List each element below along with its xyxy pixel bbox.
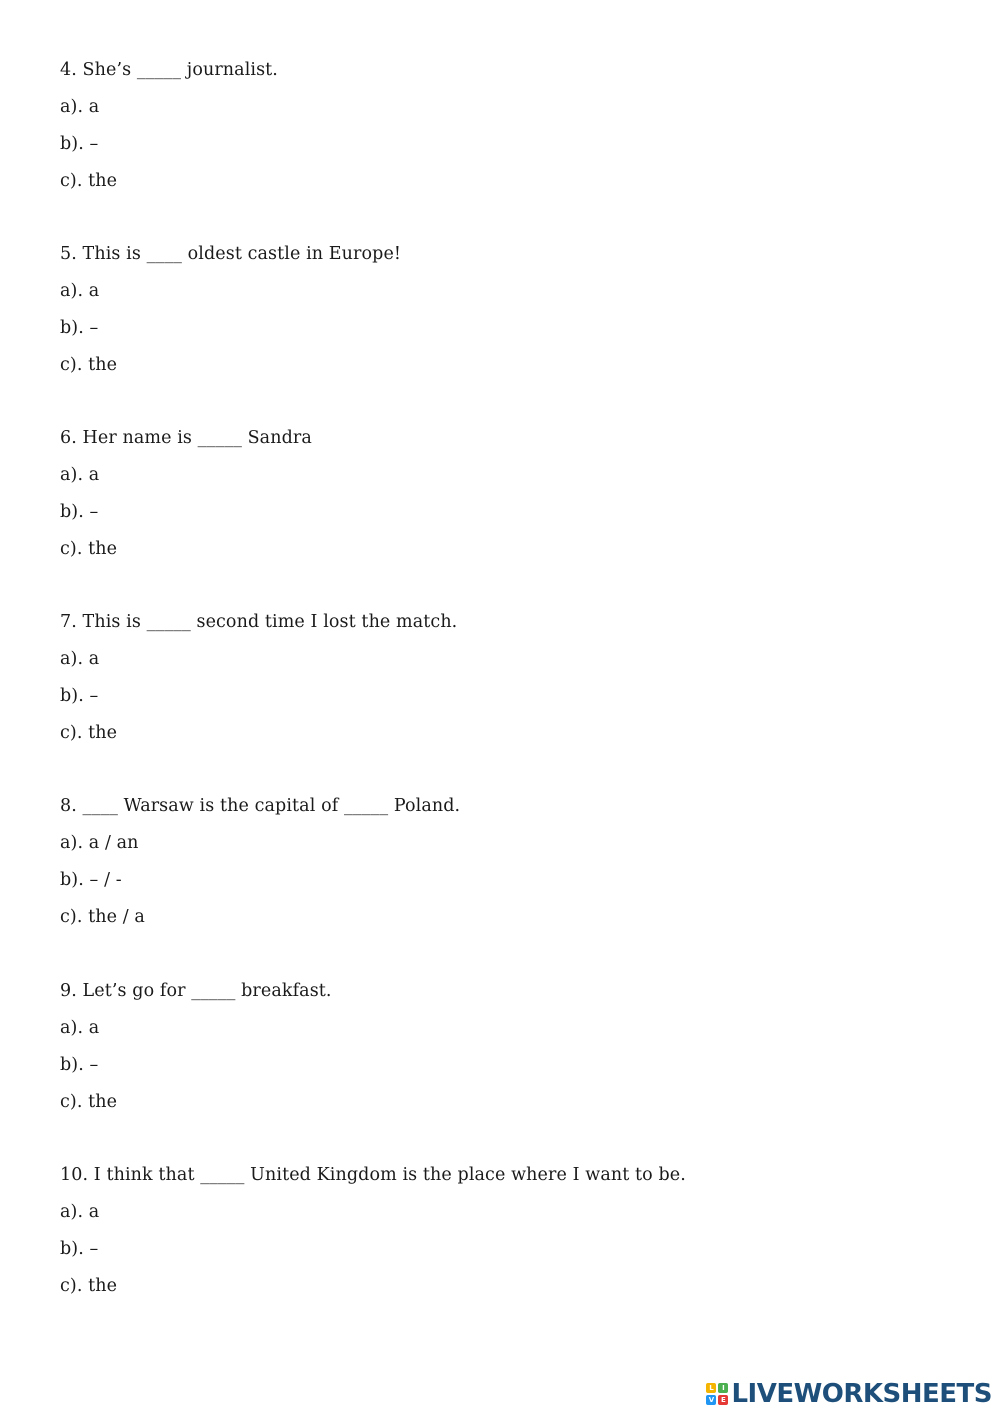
question-10 [60, 1157, 940, 1305]
question-4 [60, 52, 940, 200]
question-6 [60, 420, 940, 568]
option-a[interactable]: a). a [60, 97, 100, 117]
question-prompt: 6. Her name is _____ Sandra [60, 428, 312, 448]
logo-letter: I [718, 1383, 728, 1393]
question-8 [60, 788, 940, 936]
logo-letter: V [706, 1395, 716, 1405]
option-c[interactable]: c). the [60, 1092, 118, 1112]
option-b[interactable]: b). – [60, 318, 99, 338]
option-a[interactable]: a). a [60, 649, 100, 669]
option-c[interactable]: c). the [60, 1276, 118, 1296]
option-c[interactable]: c). the / a [60, 907, 145, 927]
option-a[interactable]: a). a [60, 1202, 100, 1222]
question-prompt: 5. This is ____ oldest castle in Europe! [60, 244, 402, 264]
option-a[interactable]: a). a [60, 1018, 100, 1038]
question-9 [60, 973, 940, 1121]
option-b[interactable]: b). – / - [60, 870, 122, 890]
option-b[interactable]: b). – [60, 502, 99, 522]
option-b[interactable]: b). – [60, 1239, 99, 1259]
question-prompt: 4. She’s _____ journalist. [60, 60, 278, 80]
option-c[interactable]: c). the [60, 171, 118, 191]
question-prompt: 10. I think that _____ United Kingdom is the place where I want to be. [60, 1165, 686, 1185]
option-c[interactable]: c). the [60, 723, 118, 743]
option-c[interactable]: c). the [60, 355, 118, 375]
watermark-text: LIVEWORKSHEETS [731, 1379, 992, 1409]
logo-letter: E [718, 1395, 728, 1405]
question-prompt: 7. This is _____ second time I lost the match. [60, 612, 458, 632]
question-prompt: 9. Let’s go for _____ breakfast. [60, 981, 332, 1001]
option-a[interactable]: a). a [60, 281, 100, 301]
option-a[interactable]: a). a [60, 465, 100, 485]
liveworksheets-watermark [706, 1379, 992, 1409]
option-b[interactable]: b). – [60, 686, 99, 706]
option-b[interactable]: b). – [60, 1055, 99, 1075]
question-5 [60, 236, 940, 384]
option-b[interactable]: b). – [60, 134, 99, 154]
option-c[interactable]: c). the [60, 539, 118, 559]
question-prompt: 8. ____ Warsaw is the capital of _____ Poland. [60, 796, 461, 816]
logo-letter: L [706, 1383, 716, 1393]
question-7 [60, 604, 940, 752]
liveworksheets-logo-icon [706, 1383, 728, 1405]
option-a[interactable]: a). a / an [60, 833, 139, 853]
